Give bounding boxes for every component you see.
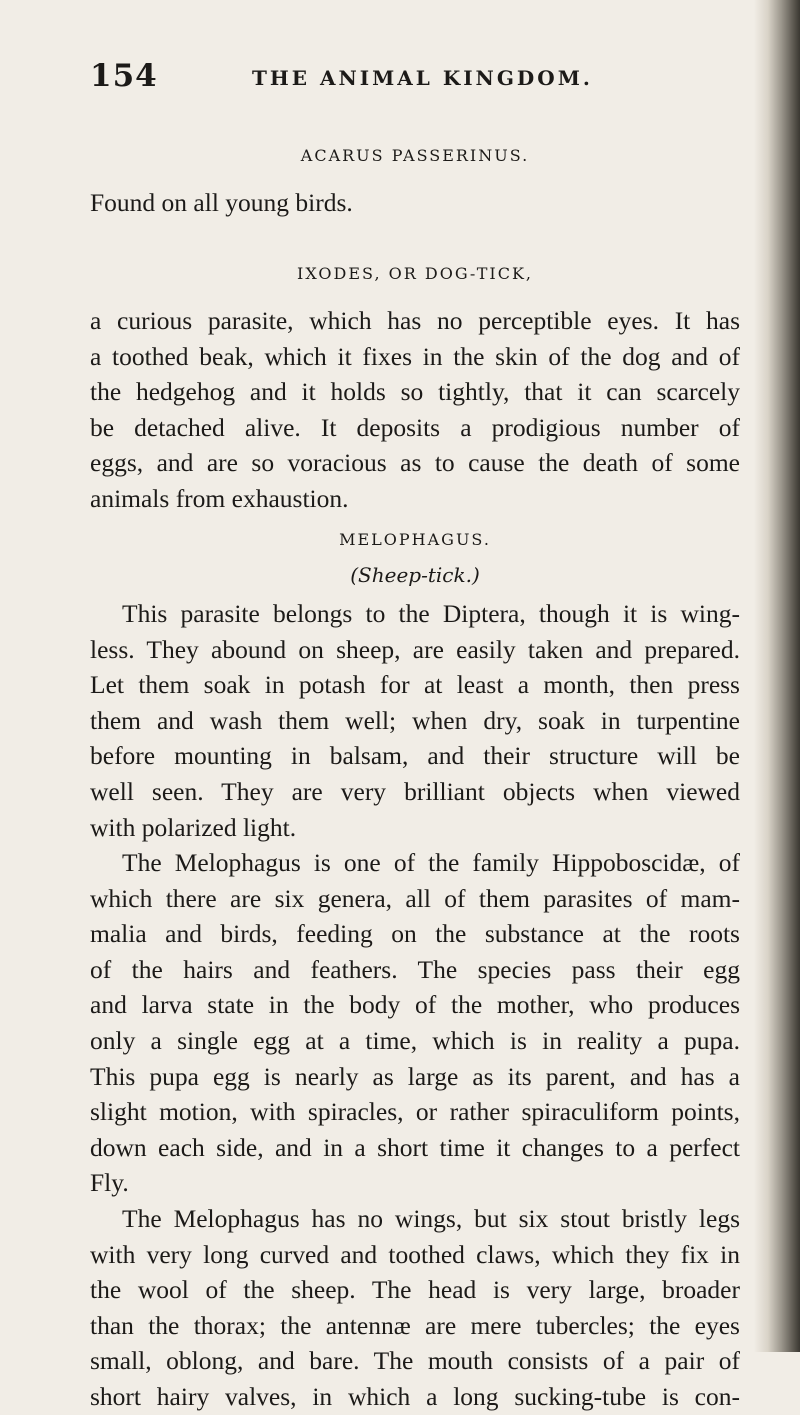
text-line: and larva state in the body of the mother, who produces	[90, 990, 740, 1020]
ixodes-paragraph	[90, 303, 740, 517]
text-line: with very long curved and toothed claws, which they fix in	[90, 1239, 740, 1269]
text-line: small, oblong, and bare. The mouth consists of a pair of	[90, 1346, 740, 1376]
ixodes-heading: IXODES, OR DOG-TICK,	[297, 264, 533, 283]
text-line: with polarized light.	[90, 812, 297, 842]
melophagus-heading: MELOPHAGUS.	[339, 530, 491, 549]
running-head: THE ANIMAL KINGDOM.	[252, 66, 593, 90]
text-line: less. They abound on sheep, are easily taken and prepared.	[90, 634, 740, 664]
text-line: slight motion, with spiracles, or rather spiraculiform points,	[90, 1097, 740, 1127]
text-line: malia and birds, feeding on the substance at the roots	[90, 919, 740, 949]
text-line: which there are six genera, all of them parasites of mam-	[90, 883, 740, 913]
melophagus-paragraph-3	[90, 1201, 740, 1415]
text-line: a curious parasite, which has no perceptible eyes. It has	[90, 306, 740, 335]
acarus-heading: ACARUS PASSERINUS.	[300, 146, 530, 165]
melophagus-paragraph-1	[90, 596, 740, 845]
page-header	[90, 58, 750, 98]
text-line: a toothed beak, which it fixes in the skin of the dog and of	[90, 341, 740, 371]
page-number: 154	[90, 58, 158, 94]
melophagus-paragraph-2	[90, 845, 740, 1201]
page-edge-shadow	[754, 0, 800, 1352]
text-line: the wool of the sheep. The head is very large, broader	[90, 1275, 740, 1305]
text-line: Let them soak in potash for at least a month, then press	[90, 670, 740, 700]
text-line: them and wash them well; when dry, soak in turpentine	[90, 705, 740, 735]
melophagus-subheading: (Sheep-tick.)	[350, 563, 480, 587]
text-line: Fly.	[90, 1168, 129, 1198]
text-line: animals from exhaustion.	[90, 483, 349, 513]
acarus-text: Found on all young birds.	[90, 188, 353, 217]
text-line: down each side, and in a short time it changes to a perfect	[90, 1132, 740, 1162]
text-line: of the hairs and feathers. The species pass their egg	[90, 954, 740, 984]
text-line: before mounting in balsam, and their structure will be	[90, 741, 740, 771]
text-line: the hedgehog and it holds so tightly, that it can scarcely	[90, 377, 740, 407]
text-line: This pupa egg is nearly as large as its parent, and has a	[90, 1061, 740, 1091]
text-line: This parasite belongs to the Diptera, though it is wing-	[122, 599, 740, 628]
text-line: The Melophagus has no wings, but six stout bristly legs	[122, 1204, 740, 1233]
text-line: well seen. They are very brilliant objects when viewed	[90, 776, 740, 806]
text-line: eggs, and are so voracious as to cause the death of some	[90, 448, 740, 478]
text-line: than the thorax; the antennæ are mere tubercles; the eyes	[90, 1310, 740, 1340]
text-line: short hairy valves, in which a long sucking-tube is con-	[90, 1381, 740, 1411]
text-line: only a single egg at a time, which is in reality a pupa.	[90, 1025, 740, 1055]
text-line: The Melophagus is one of the family Hippoboscidæ, of	[122, 848, 740, 877]
text-line: be detached alive. It deposits a prodigious number of	[90, 412, 740, 442]
